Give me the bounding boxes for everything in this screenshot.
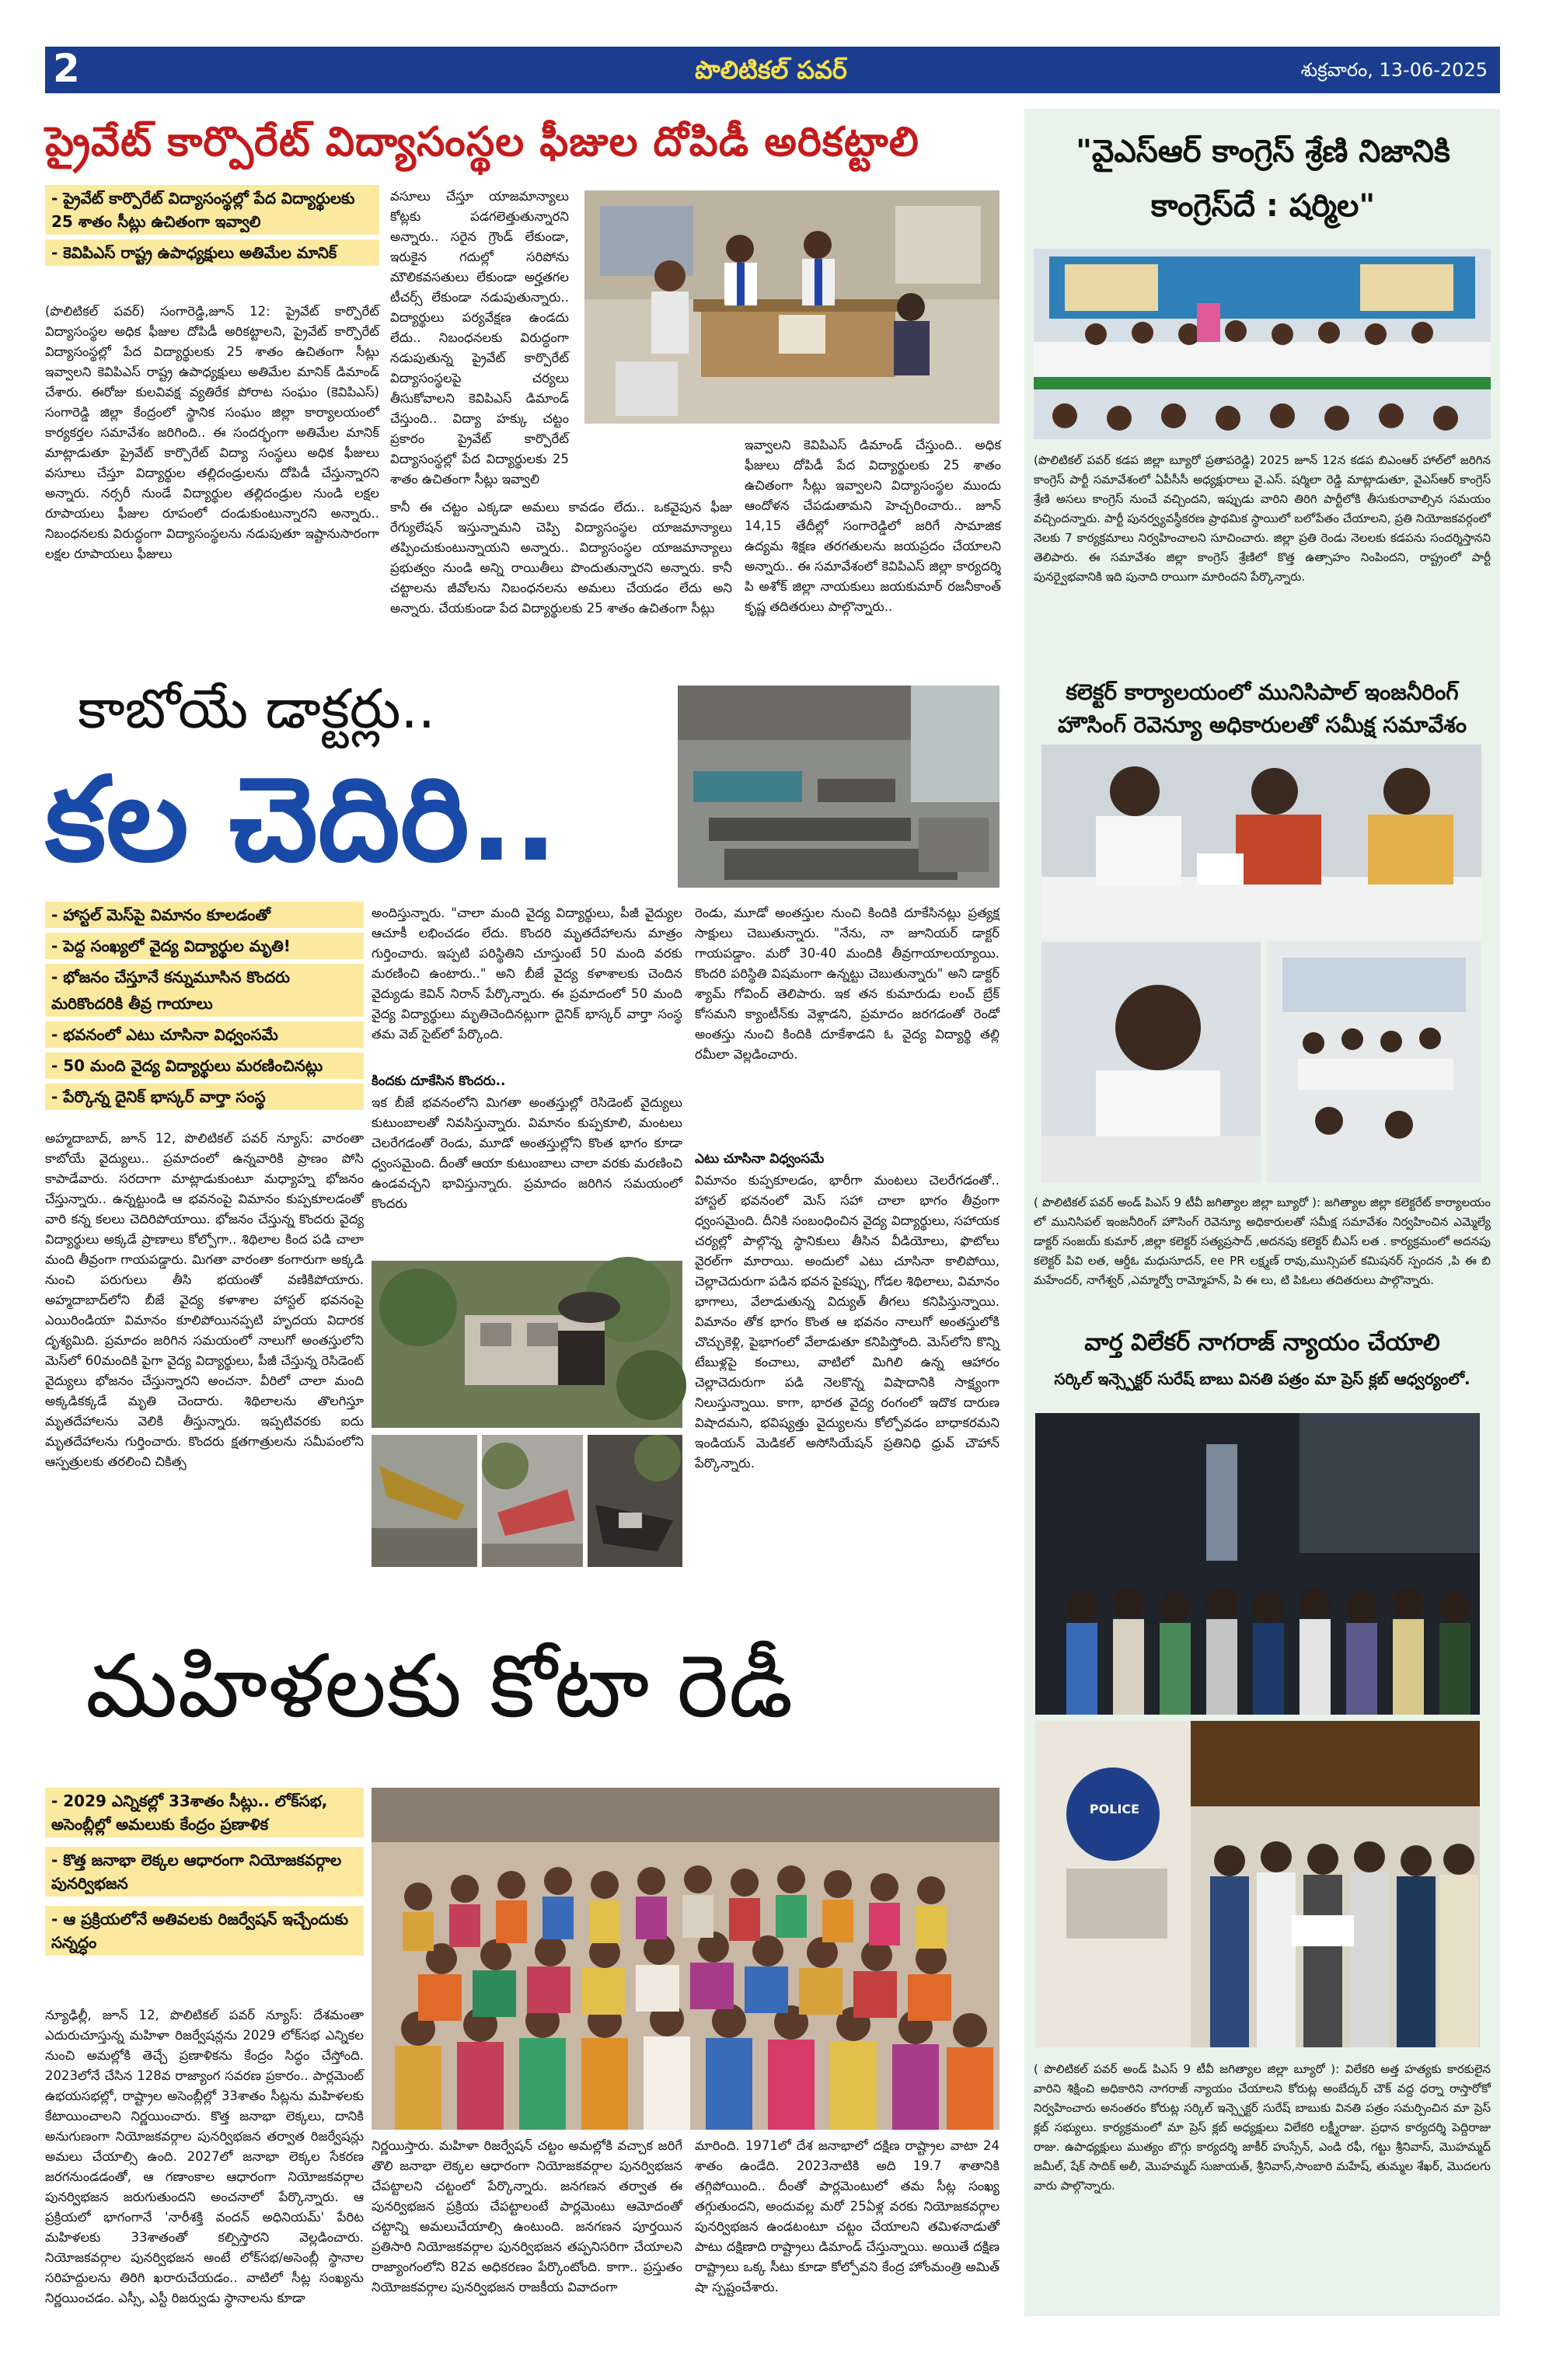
story3-bullets	[45, 1788, 364, 1956]
story2-photo-wreck-art	[588, 1435, 682, 1567]
story2-bullet: - 50 మంది వైద్య విద్యార్థులు మరణించినట్లు	[45, 1052, 364, 1079]
story3-bullet: - ఆ ప్రక్రియలోనే అతివలకు రిజర్వేషన్ ఇచ్చేందుకు సన్నద్ధం	[45, 1906, 364, 1956]
story2-photo-aerial	[372, 1261, 682, 1428]
story3-headline: మహిళలకు కోటా రెడీ	[85, 1636, 794, 1737]
story2-bullet: - భవనంలో ఎటు చూసినా విధ్వంసమే	[45, 1021, 364, 1048]
story2-photo-wreck	[588, 1435, 682, 1567]
paper-name: పొలిటికల్ పవర్	[695, 55, 847, 85]
side3-photo-night	[1035, 1413, 1480, 1715]
side3-subhead: సర్కిల్ ఇన్స్పెక్టర్ సురేష్ బాబు వినతి పత్రం మా ప్రెస్ క్లబ్ ఆధ్వర్యంలో.	[1054, 1370, 1470, 1388]
story1-photo-art	[584, 190, 1000, 424]
side3-photo-night-art	[1035, 1413, 1480, 1715]
story2-bullet: మరికొందరికి తీవ్ర గాయాలు	[45, 990, 364, 1017]
side3-photo-station-art	[1035, 1721, 1480, 2047]
story2-subhead2: ఎటు చూసినా విధ్వంసమే	[695, 1151, 825, 1167]
side3-headline: వార్త విలేకర్ నాగరాజ్ న్యాయం చేయాలి	[1084, 1329, 1440, 1356]
story1-body-col3: ఇవ్వాలని కెవిపిఎస్ డిమాండ్ చేస్తుంది.. అధిక ఫీజులు దోపిడీ పేద విద్యార్థులకు 25 శాతం ఉచితంగా సీట్లు ఇవ్వాలని విద్యాసంస్థల ముందు ఆందోళన చేపడుతామని హెచ్చరించారు.. జూన్ 14,15 తేదీల్లో సంగారెడ్డిలో జరిగే సామాజిక ఉద్యమ శిక్షణ తరగతులను జయప్రదం చేయాలని అన్నారు.. ఈ సమావేశంలో కెవిపిఎస్ జిల్లా కార్యదర్శి పి అశోక్ జిల్లా నాయకులు జయకుమార్ రజనీకాంత్ కృష్ణ తదితరులు పాల్గొన్నారు..	[745, 438, 1001, 614]
side2-photo-right-art	[1267, 942, 1481, 1183]
story2-headline-big: కల చెదిరి..	[45, 752, 558, 888]
story2-body-col3: రెండు, మూడో అంతస్తుల నుంచి కిందికి దూకేసినట్లు ప్రత్యక్ష సాక్షులు చెబుతున్నారు. "నేను, నా జూనియర్ డాక్టర్ గాయపడ్డాం. మరో 30-40 మందికి తీవ్రగాయాలయ్యాయి. కొందరి పరిస్థితి విషమంగా ఉన్నట్టు చెబుతున్నారు" అని డాక్టర్ శ్యామ్ గోవింద్ తెలిపారు. ఇక తన కుమారుడు లంచ్ బ్రేక్ కోసమని క్యాంటీన్‌కు వెళ్లాడని, ప్రమాదం జరగడంతో రెండో అంతస్తు నుంచి కిందికి దూకేశాడని ఓ వైద్య విద్యార్థి తల్లి రమీలా వెల్లడించారు.	[695, 906, 1000, 1062]
story3-body-col2: నిర్ణయిస్తారు. మహిళా రిజర్వేషన్ చట్టం అమల్లోకి వచ్చాక జరిగే తొలి జనాభా లెక్కల ఆధారంగా నియోజకవర్గాల పునర్విభజన చేపట్టాలని చట్టంలో పేర్కొన్నారు. జనగణన తర్వాత ఈ పునర్విభజన ప్రక్రియ చేపట్టాలంటే పార్లమెంటు ఆమోదంతో చట్టాన్ని అమలుచేయాల్సి ఉంటుంది. జనగణన పూర్తయిన ప్రతిసారి నియోజకవర్గాల పునర్విభజన తప్పనిసరిగా చేయాలని రాజ్యాంగంలోని 82వ అధికరణం పేర్కొంటోంది. కాగా.. ప్రస్తుతం నియోజకవర్గాల పునర్విభజన రాజకీయ వివాదంగా	[372, 2138, 682, 2295]
story2-photo-crash	[482, 1435, 583, 1567]
side3-photo-station	[1035, 1721, 1480, 2047]
side2-photo-left	[1041, 942, 1261, 1183]
side3-body: ( పొలిటికల్ పవర్ అండ్ పిఎస్ 9 టీవీ జగిత్యాల జిల్లా బ్యూరో ): విలేకరి అత్త హత్యకు కారకులైన వారిని శిక్షించి అధికారిని నాగరాజ్ న్యాయం చేయాలని కోరుట్ల అంబేద్కర్ చౌక్ వద్ద ధర్నా రాస్తారోకో నిర్వహించారు అనంతరం కోరుట్ల సర్కిల్ ఇన్స్పెక్టర్ సురేష్ బాబుకు వినతి పత్రం సమర్పించిన మా ప్రెస్ క్లబ్ సభ్యులు. కార్యక్రమంలో మా ప్రెస్ క్లబ్ అధ్యక్షులు విలేకరి లక్ష్మీరాజు. ప్రధాన కార్యదర్శి పెద్దిరాజు రాజు. ఉపాధ్యక్షులు ముత్యం బొగ్గు కార్యదర్శి జాకీర్ హుస్సేన్, ఎండి రఫీ, గట్టు శ్రీనివాస్, మొహమ్మద్ జమీల్, షేక్ సాదిక్ అలీ, మొహమ్మద్ సుజాయత్, శ్రీనివాస్,సాంబారి మహేష్, తుమ్మల శేఖర్, మొదలగు వారు పాల్గొన్నారు.	[1034, 2062, 1491, 2193]
story2-photo-crash-art	[482, 1435, 583, 1567]
story2-bullet: - హాస్టల్ మెస్‌పై విమానం కూలడంతో	[45, 902, 364, 928]
story1-body-col2b: కానీ ఈ చట్టం ఎక్కడా అమలు కావడం లేదు.. ఒకవైపున ఫీజు రేగ్యులేషన్ ఇస్తున్నామని చెప్పి విద్యాసంస్థల యాజమాన్యాలు తప్పించుకుంటున్నాయని అన్నారు.. విద్యాసంస్థల యాజమాన్యాలు ప్రభుత్వం నుండి అన్ని రాయితీలు పొందుతున్నారని అన్నారు. కానీ చట్టాలను జీవోలను నిబంధనలను అమలు చేయడం లేదు అని అన్నారు. చేయకుండా పేద విద్యార్థులకు 25 శాతం ఉచితంగా సీట్లు	[390, 500, 732, 616]
story1-bullet: - ప్రైవేట్ కార్పొరేట్ విద్యాసంస్థల్లో పేద విద్యార్థులకు 25 శాతం సీట్లు ఉచితంగా ఇవ్వాలి	[45, 185, 379, 235]
story2-photo-tail-art	[372, 1435, 477, 1567]
story3-photo	[372, 1788, 1000, 2130]
story2-subhead1: కిందకు దూకేసిన కొందరు..	[372, 1073, 506, 1089]
story3-body-col1: న్యూఢిల్లీ, జూన్ 12, పొలిటికల్ పవర్ న్యూస్: దేశమంతా ఎదురుచూస్తున్న మహిళా రిజర్వేషన్లను 2029 లోక్‌సభ ఎన్నికల నుంచి అమల్లోకి తెచ్చే ప్రణాళికను కేంద్రం సిద్ధం చేస్తోంది. 2023లోనే చేసిన 128వ రాజ్యాంగ సవరణ ప్రకారం.. పార్లమెంట్ ఉభయసభల్లో, రాష్ట్రాల అసెంబ్లీల్లో 33శాతం సీట్లను మహిళలకు కేటాయించాలని నిర్ణయించారు. కొత్త జనాభా లెక్కలు, దానికి అనుగుణంగా నియోజకవర్గాల పునర్విభజన తర్వాత రిజర్వేషన్లు అమలు చేయాల్సి ఉంది. 2027లో జనాభా లెక్కల సేకరణ జరగనుండడంతో, ఆ గణాంకాల ఆధారంగా నియోజకవర్గాల పునర్విభజన జరుగుతుందని అంచనాలో పేర్కొన్నారు. ఆ ప్రక్రియలో భాగంగానే 'నారీశక్తి వందన్ అధినియమ్' పేరిట మహిళలకు 33శాతంతో కల్పిస్తారని వెల్లడించారు. నియోజకవర్గాల పునర్విభజన అంటే లోక్‌సభ/అసెంబ్లీ స్థానాల సరిహద్దులను తిరిగి ఖరారుచేయడం.. వాటిలో సీట్ల సంఖ్యను నిర్ణయించడం. ఎస్సీ, ఎస్టీ రిజర్వుడు స్థానాలను కూడా	[45, 2008, 364, 2305]
side2-photo-top-art	[1041, 745, 1481, 939]
story2-body-col2b: ఇక బీజే భవనంలోని మిగతా అంతస్తుల్లో రెసిడెంట్ వైద్యులు కుటుంబాలతో నివసిస్తున్నారు. విమానం కుప్పకూలి, మంటలు చెలరేగడంతో రెండు, మూడో అంతస్తుల్లోని కొంత భాగం కూడా ధ్వంసమైంది. దీంతో ఆయా కుటుంబాలు చాలా వరకు మరణించి ఉండవచ్చని భావిస్తున్నారు. ప్రమాదం జరిగిన సమయంలో కొందరు	[372, 1095, 682, 1211]
story2-photo-mess	[678, 686, 1000, 888]
story1-bullet: - కెవిపిఎస్ రాష్ట్ర ఉపాధ్యక్షులు అతిమేల మానిక్	[45, 239, 379, 266]
story3-bullet: - 2029 ఎన్నికల్లో 33శాతం సీట్లు.. లోక్‌సభ, అసెంబ్లీల్లో అమలుకు కేంద్రం ప్రణాళిక	[45, 1788, 364, 1837]
police-sign: POLICE	[1089, 1802, 1140, 1816]
story2-headline-small: కాబోయే డాక్టర్లు..	[78, 677, 436, 741]
story2-bullets	[45, 902, 364, 1110]
side1-headline: "వైఎస్ఆర్ కాంగ్రెస్ శ్రేణి నిజానికి కాంగ్రెస్‌దే : షర్మిల"	[1076, 134, 1450, 224]
story3-photo-art	[372, 1788, 1000, 2130]
side2-photo-left-art	[1041, 942, 1261, 1183]
story3-bullet: - కొత్త జనాభా లెక్కల ఆధారంగా నియోజకవర్గాల పునర్విభజన	[45, 1847, 364, 1897]
side2-headline: కలెక్టర్ కార్యాలయంలో మునిసిపాల్ ఇంజనీరింగ్ హౌసింగ్ రెవెన్యూ అధికారులతో సమీక్ష సమావేశం	[1057, 679, 1467, 738]
story2-body-col1: అహ్మదాబాద్, జూన్ 12, పొలిటికల్ పవర్ న్యూస్: వారంతా కాబోయే వైద్యులు.. ప్రమాదంలో ఉన్నవారికి ప్రాణం పోసి కాపాడేవారు. సరదాగా మాట్లాడుకుంటూ మధ్యాహ్న భోజనం చేస్తున్నారు.. ఉన్నట్టుండి ఆ భవనంపై విమానం కుప్పకూలడంతో వారి కన్న కలలు చెదిరిపోయాయి. భోజనం చేస్తున్న కొందరు వైద్య విద్యార్థులు అక్కడే ప్రాణాలు కోల్పోగా.. శిథిలాల కింద పడి చాలా మంది తీవ్రంగా గాయపడ్డారు. మిగతా వారంతా కంగారుగా అక్కడి నుంచి పరుగులు తీసి భయంతో వణికిపోయారు. అహ్మదాబాద్‌లోని బీజే వైద్య కళాశాల హాస్టల్ భవనంపై ఎయిరిండియా విమానం కూలిపోయినప్పటి హృదయ విదారక దృశ్యమిది. ప్రమాదం జరిగిన సమయంలో నాలుగో అంతస్తులోని మెస్‌లో 60మందికి పైగా వైద్య విద్యార్థులు, పీజీ చేస్తున్న రెసిడెంట్ వైద్యులు భోజనం చేస్తున్నారని అంచనా. వీరిలో చాలా మంది అక్కడికక్కడే మృతి చెందారు. శిథిలాలను తొలగిస్తూ మృతదేహాలను వెలికి తీస్తున్నారు. ఇప్పటివరకు ఐదు మృతదేహాలను గుర్తించారు. కొందరు క్షతగాత్రులను సమీపంలోని ఆస్పత్రులకు తరలించి చికిత్స	[45, 1131, 364, 1469]
side2-photo-top	[1041, 745, 1481, 939]
story1-bullets	[45, 185, 379, 266]
story2-bullet: - పెద్ద సంఖ్యలో వైద్య విద్యార్థుల మృతి!	[45, 933, 364, 959]
story2-body-col3b: విమానం కుప్పకూలడం, భారీగా మంటలు చెలరేగడంతో.. హాస్టల్ భవనంలో మెస్ సహా చాలా భాగం తీవ్రంగా ధ్వంసమైంది. దీనికి సంబంధించిన వైద్య విద్యార్థులు, సహాయక చర్యల్లో పాల్గొన్న స్థానికులు తీసిన వీడియోలు, ఫొటోలు వైరల్‌గా మారాయి. అందులో ఎటు చూసినా కాలిపోయి, చెల్లాచెదురుగా పడిన భవన పైకప్పు, గోడల శిథిలాలు, విమానం భాగాలు, వేలాడుతున్న విద్యుత్ తీగలు కనిపిస్తున్నాయి. విమానం తోక భాగం కొంత ఆ భవనం నాలుగో అంతస్తులోకి చొచ్చుకెళ్లి, పైభాగంలో వేలాడుతూ కనిపిస్తోంది. మెస్‌లోని కొన్ని టేబుళ్లపై కంచాలు, వాటిలో మిగిలి ఉన్న ఆహారం చెల్లాచెదురుగా పడి నెలకొన్న విషాదానికి సాక్ష్యంగా నిలుస్తున్నాయి. కాగా, భారత వైద్య రంగంలో ఇదొక దారుణ విషాదమని, భవిష్యత్తు వైద్యులను కోల్పోవడం బాధాకరమని ఇండియన్ మెడికల్ అసోసియేషన్ ప్రతినిధి ధ్రువ్ చౌహాన్ పేర్కొన్నారు.	[695, 1173, 1000, 1471]
story2-photo-mess-art	[678, 686, 1000, 888]
page-number: 2	[53, 46, 80, 91]
story1-headline: ప్రైవేట్ కార్పొరేట్ విద్యాసంస్థల ఫీజుల దోపిడీ అరికట్టాలి	[45, 119, 919, 166]
side2-body: ( పొలిటికల్ పవర్ అండ్ పిఎస్ 9 టీవీ జగిత్యాల జిల్లా బ్యూరో ): జగిత్యాల జిల్లా కలెక్టరేట్ కార్యాలయం లో మునిసిపల్ ఇంజనీరింగ్ హౌసింగ్ రెవెన్యూ అధికారులతో సమీక్ష సమావేశం నిర్వహించిన ఎమ్మెల్యే డాక్టర్ సంజయ్ కుమార్ ,జిల్లా కలెక్టర్ సత్యప్రసాద్ ,అదనపు కలెక్టర్ బీఎస్ లత . కార్యక్రమంలో అదనపు కలెక్టర్ పివి లత, ఆర్డీఓ మధుసూదన్, ee PR లక్ష్మణ్ రావు,మున్సిపల్ కమిషనర్ స్పందన ,పి ఈ బి మహేందర్, నాగేశ్వర్ ,ఎమ్మార్వో రామ్మోహన్, పి ఈ లు, టి పిఓలు తదితరులు పాల్గొన్నారు.	[1034, 1195, 1491, 1287]
story2-body-col2: అందిస్తున్నారు. "చాలా మంది వైద్య విద్యార్థులు, పీజీ వైద్యుల ఆచూకీ లభించడం లేదు. కొందరి మృతదేహాలను మాత్రం గుర్తించారు. ఇప్పటి పరిస్థితిని చూస్తుంటే 50 మంది వరకు మరణించి ఉంటారు.." అని బీజే వైద్య కళాశాలకు చెందిన వైద్యుడు కెవిన్ నిరాన్ పేర్కొన్నారు. ఈ ప్రమాదంలో 50 మంది వైద్య విద్యార్థులు మృతిచెందినట్లుగా దైనిక్ భాస్కర్ వార్తా సంస్థ తమ వెబ్ సైట్‌లో పేర్కొంది.	[372, 906, 682, 1042]
story2-bullet: - పేర్కొన్న దైనిక్ భాస్కర్ వార్తా సంస్థ	[45, 1084, 364, 1110]
story1-body-col1: (పొలిటికల్ పవర్) సంగారెడ్డి,జూన్ 12: ప్రైవేట్ కార్పొరేట్ విద్యాసంస్థల అధిక ఫీజుల దోపిడీ అరికట్టాలని, ప్రైవేట్ కార్పొరేట్ విద్యాసంస్థల్లో పేద విద్యార్థులకు 25 శాతం ఉచితంగా సీట్లు ఇవ్వాలని కెవిపిఎస్ రాష్ట్ర ఉపాధ్యక్షులు అతిమేల మానిక్ డిమాండ్ చేశారు. ఈరోజు కులవివక్ష వ్యతిరేక పోరాట సంఘం (కెవిపిఎస్) సంగారెడ్డి జిల్లా కేంద్రంలో స్థానిక సంఘం జిల్లా కార్యాలయంలో కార్యకర్తల సమావేశం జరిగింది.. ఈ సందర్భంగా అతిమేల మానిక్ మాట్లాడుతూ ప్రైవేట్ కార్పొరేట్ విద్యా సంస్థలు అధిక ఫీజులు వసూలు చేస్తూ విద్యార్థుల తల్లిదండ్రులను దోపిడీ చేస్తున్నారని అన్నారు. నర్సరీ నుండే విద్యార్థుల తల్లిదండ్రుల నుండి లక్షల రూపాయలు ఫీజుల రూపంలో దండుకుంటున్నారని అన్నారు.. నిబంధనలకు విరుద్ధంగా విద్యాసంస్థలను నడుపుతూ ఇష్టానుసారంగా లక్షల రూపాయలు ఫీజులు	[45, 304, 379, 561]
side1-body: (పొలిటికల్ పవర్ కడప జిల్లా బ్యూరో ప్రతాపరెడ్డి) 2025 జూన్ 12న కడప బిఎంఆర్ హాల్‌లో జరిగిన కాంగ్రెస్ పార్టీ సమావేశంలో ఏపీసీసీ అధ్యక్షురాలు వై.ఎస్. షర్మిలా రెడ్డి మాట్లాడుతూ, వైఎస్ఆర్ కాంగ్రెస్ శ్రేణి అసలు కాంగ్రెస్ నుంచే వచ్చిందని, ఇప్పుడు వారిని తిరిగి పార్టీలోకి తీసుకురావాల్సిన సమయం వచ్చిందన్నారు. పార్టీ పునర్వ్యవస్థీకరణ ప్రాథమిక స్థాయిలో బలోపేతం చేయాలని, ప్రతి నియోజకవర్గంలో నెలకు 7 కార్యక్రమాలు నిర్వహించాలని సూచించారు. జిల్లా ప్రతి రెండు నెలలకు కడపను సందర్శిస్తానని తెలిపారు. ఈ సమావేశం జిల్లా కాంగ్రెస్ శ్రేణిలో కొత్త ఉత్సాహం నింపిందని, రాష్ట్రంలో పార్టీ పునర్వైభవానికి ఇది పునాది రాయిగా మారిందని పేర్కొన్నారు.	[1034, 453, 1491, 584]
side1-photo-art	[1034, 249, 1491, 439]
story1-body-col2: వసూలు చేస్తూ యాజమాన్యాలు కోట్లకు పడగలెత్తుతున్నారని అన్నారు.. సరైన గ్రౌండ్ లేకుండా, ఇరుకైన గదుల్లో సరిపోను మౌలికవసతులు లేకుండా అర్హతగల టీచర్స్ లేకుండా నడుపుతున్నారు.. విద్యార్థులు పర్యవేక్షణ ఉండదు లేదు.. నిబంధనలకు విరుద్ధంగా నడుపుతున్న ప్రైవేట్ కార్పొరేట్ విద్యాసంస్థలపై చర్యలు తీసుకోవాలని కెవిపిఎస్ డిమాండ్ చేస్తుంది.. విద్యా హక్కు చట్టం ప్రకారం ప్రైవేట్ కార్పొరేట్ విద్యాసంస్థల్లో పేద విద్యార్థులకు 25 శాతం ఉచితంగా సీట్లు ఇవ్వాలి	[390, 189, 569, 487]
story2-photo-aerial-art	[372, 1261, 682, 1428]
story3-body-col3: మారింది. 1971లో దేశ జనాభాలో దక్షిణ రాష్ట్రాల వాటా 24 శాతం ఉండేది. 2023నాటికి అది 19.7 శాతానికి తగ్గిపోయింది.. దీంతో పార్లమెంటులో తమ సీట్ల సంఖ్య తగ్గుతుందని, అందువల్ల మరో 25ఏళ్ల వరకు నియోజకవర్గాల పునర్విభజన ఉండటంటూ చట్టం చేయాలని తమిళనాడుతో పాటు దక్షిణాది రాష్ట్రాలు డిమాండ్ చేస్తున్నాయి. అయితే దక్షిణ రాష్ట్రాలు ఒక్క సీటు కూడా కోల్పోవని కేంద్ర హోంమంత్రి అమిత్ షా స్పష్టంచేశారు.	[695, 2138, 1000, 2295]
side1-photo	[1034, 249, 1491, 439]
issue-date: శుక్రవారం, 13-06-2025	[1300, 59, 1488, 81]
story2-photo-tail	[372, 1435, 477, 1567]
story2-bullet: - భోజనం చేస్తూనే కన్నుమూసిన కొందరు	[45, 964, 364, 990]
side2-photo-right	[1267, 942, 1481, 1183]
story1-photo	[584, 190, 1000, 424]
